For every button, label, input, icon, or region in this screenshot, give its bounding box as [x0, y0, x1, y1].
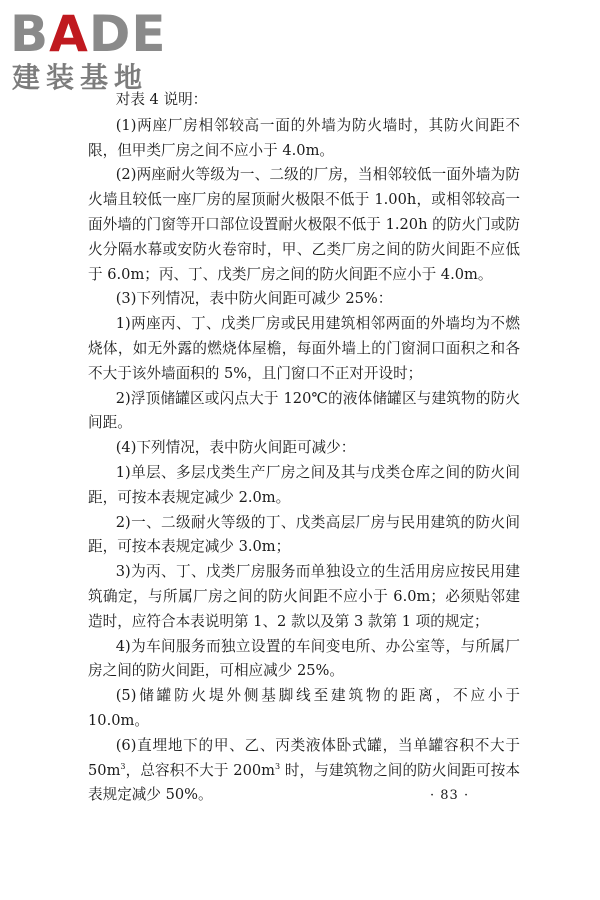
paragraph: 1)两座丙、丁、戊类厂房或民用建筑相邻两面的外墙均为不燃烧体，如无外露的燃烧体屋檐，每面外墙上的门窗洞口面积之和各不大于该外墙面积的 5%，且门窗口不正对开设时； — [88, 315, 520, 382]
paragraph: (1)两座厂房相邻较高一面的外墙为防火墙时，其防火间距不限，但甲类厂房之间不应小于 4.0m。 — [88, 116, 520, 159]
paragraph: 3)为丙、丁、戊类厂房服务而单独设立的生活用房应按民用建筑确定，与所属厂房之间的防火间距不应小于 6.0m；必须贴邻建造时，应符合本表说明第 1、2 款以及第 3 款第 1 项的规定； — [88, 563, 520, 630]
section-heading: 对表 4 说明： — [115, 91, 208, 108]
page-number: · 83 · — [430, 788, 470, 803]
paragraph-with-units: (6)直埋地下的甲、乙、丙类液体卧式罐，当单罐容积不大于 $50m^3$，总容积不大于 $200m^3$ 时，与建筑物之间的防火间距可按本表规定减少 50%。 — [88, 736, 520, 804]
logo-wordmark: BADE — [10, 5, 167, 63]
paragraph: (2)两座耐火等级为一、二级的厂房，当相邻较低一面外墙为防火墙且较低一座厂房的屋顶耐火极限不低于 1.00h，或相邻较高一面外墙的门窗等开口部位设置耐火极限不低于 1.20h 的防火门或防火分隔水幕或安防火卷帘时，甲、乙类厂房之间的防火间距不应低于 6.0m；丙、丁、戊类厂房之间的防火间距不应小于 4.0m。 — [88, 166, 520, 283]
logo-subtitle: 建装基地 — [12, 61, 149, 94]
paragraph: 2)浮顶储罐区或闪点大于 120℃的液体储罐区与建筑物的防火间距。 — [88, 389, 520, 432]
paragraph: 2)一、二级耐火等级的丁、戊类高层厂房与民用建筑的防火间距，可按本表规定减少 3.0m； — [88, 513, 520, 556]
paragraph: 1)单层、多层戊类生产厂房之间及其与戊类仓库之间的防火间距，可按本表规定减少 2.0m。 — [88, 463, 520, 506]
superscript-3: 3 — [275, 761, 281, 771]
paragraph: 4)为车间服务而独立设置的车间变电所、办公室等，与所属厂房之间的防火间距，可相应减少 25%。 — [88, 637, 520, 680]
paragraph: (4)下列情况，表中防火间距可减少： — [115, 439, 356, 457]
superscript-3: 3 — [120, 761, 126, 771]
paragraph: (5)储罐防火堤外侧基脚线至建筑物的距离，不应小于 10.0m。 — [88, 687, 520, 729]
paragraph: (3)下列情况，表中防火间距可减少 25%： — [115, 290, 393, 308]
bade-logo — [10, 6, 180, 98]
logo-accent-letter: A — [49, 5, 89, 63]
document-body — [88, 88, 520, 808]
